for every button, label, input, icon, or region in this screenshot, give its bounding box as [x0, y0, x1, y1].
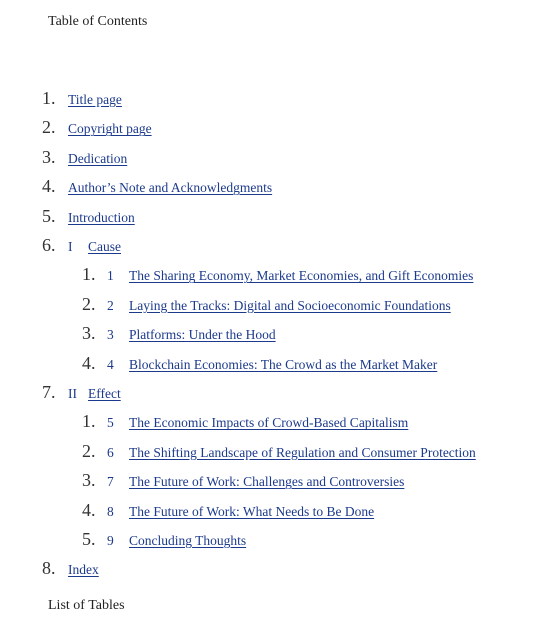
toc-link[interactable] [107, 298, 451, 314]
toc-entry-number: 3. [82, 323, 96, 344]
toc-link-text: The Future of Work: Challenges and Controversies [129, 474, 405, 490]
toc-entry-number: 3. [42, 146, 56, 167]
toc-link-text: The Shifting Landscape of Regulation and Consumer Protection [129, 444, 476, 460]
toc-link[interactable] [107, 357, 437, 373]
chapter-number: 2 [107, 297, 114, 313]
toc-link-text: Copyright page [68, 121, 152, 137]
toc-entry-number: 2. [82, 293, 96, 314]
toc-entry-number: 6. [42, 235, 56, 255]
chapter-number: 6 [107, 444, 114, 460]
toc-subentry [82, 529, 246, 550]
toc-entry-number: 1. [82, 264, 96, 285]
toc-link[interactable] [68, 180, 272, 196]
toc-entry-number: 8. [42, 558, 56, 579]
toc-subentry [82, 411, 408, 432]
toc-subentry [82, 500, 374, 521]
toc-link-text: Effect [88, 386, 121, 401]
toc-link-text: Title page [68, 92, 122, 107]
toc-link-text: Index [68, 562, 99, 578]
toc-entry-number: 5. [42, 205, 56, 226]
toc-subentry [82, 264, 473, 285]
toc-entry [42, 88, 122, 109]
toc-link[interactable] [68, 386, 121, 402]
list-of-tables-heading: List of Tables [48, 598, 125, 613]
toc-link-text: Laying the Tracks: Digital and Socioeconomic Foundations [129, 297, 451, 313]
toc-link[interactable] [68, 121, 152, 137]
toc-entry-number: 1. [82, 411, 96, 432]
toc-link-text: The Economic Impacts of Crowd-Based Capitalism [129, 415, 409, 431]
toc-heading: Table of Contents [48, 14, 148, 29]
chapter-number: 1 [107, 268, 114, 284]
toc-entry-number: 5. [82, 529, 96, 549]
toc-link[interactable] [68, 151, 127, 167]
toc-link[interactable] [68, 239, 121, 255]
toc-link-text: Introduction [68, 209, 135, 225]
chapter-number: 5 [107, 415, 114, 431]
toc-link-text: Concluding Thoughts [129, 533, 247, 548]
toc-subentry [82, 294, 451, 315]
toc-entry-number: 7. [42, 382, 56, 402]
toc-link-text: Platforms: Under the Hood [129, 327, 276, 343]
toc-entry-number: 4. [42, 176, 56, 197]
toc-link-text: The Sharing Economy, Market Economies, and Gift Economies [129, 268, 474, 284]
toc-link-text: Blockchain Economies: The Crowd as the Market Maker [129, 356, 438, 372]
part-number: II [68, 386, 77, 401]
toc-link[interactable] [107, 445, 476, 461]
toc-entry [42, 176, 272, 197]
toc-subentry [82, 441, 476, 462]
toc-entry-number: 4. [82, 499, 96, 520]
toc-entry [42, 558, 99, 579]
chapter-number: 8 [107, 503, 114, 519]
toc-entry-number: 1. [42, 88, 56, 108]
toc-link-text: Cause [88, 239, 121, 254]
toc-link[interactable] [107, 504, 374, 520]
chapter-number: 7 [107, 474, 114, 490]
toc-entry-number: 4. [82, 352, 96, 373]
toc-link[interactable] [68, 562, 99, 578]
toc-link-text: Dedication [68, 150, 128, 166]
toc-entry [42, 117, 152, 138]
toc-link-text: Author’s Note and Acknowledgments [68, 180, 273, 196]
toc-subentry [82, 323, 276, 344]
toc-entry-number: 2. [42, 117, 56, 138]
toc-entry [42, 206, 135, 227]
toc-link[interactable] [107, 474, 404, 490]
toc-entry [42, 382, 121, 403]
chapter-number: 4 [107, 356, 114, 372]
toc-link[interactable] [107, 327, 276, 343]
toc-link[interactable] [107, 533, 246, 549]
chapter-number: 3 [107, 327, 114, 343]
toc-subentry [82, 470, 404, 491]
toc-entry [42, 147, 127, 168]
toc-link[interactable] [68, 210, 135, 226]
chapter-number: 9 [107, 533, 114, 548]
toc-entry [42, 235, 121, 256]
part-number: I [68, 239, 73, 254]
toc-subentry [82, 353, 437, 374]
toc-entry-number: 2. [82, 440, 96, 461]
toc-link-text: The Future of Work: What Needs to Be Done [129, 503, 375, 519]
toc-entry-number: 3. [82, 470, 96, 491]
toc-link[interactable] [107, 268, 473, 284]
toc-link[interactable] [68, 92, 122, 108]
toc-link[interactable] [107, 415, 408, 431]
